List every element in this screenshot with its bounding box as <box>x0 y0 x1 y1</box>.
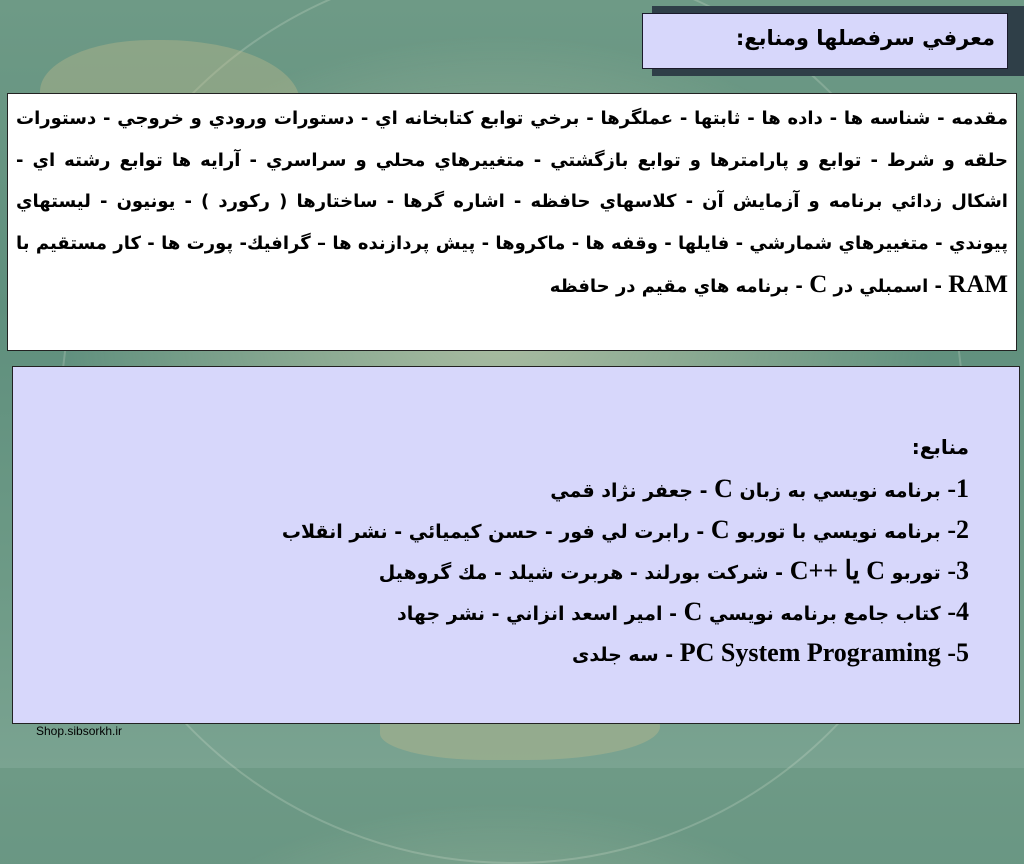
topics-line: ليستهاي پيوندي - متغييرهاي شمارشي - فايلها - وقفه ها - ماكروها - پيش پردازنده ها <box>16 191 1008 254</box>
reference-number: 1- <box>947 474 969 503</box>
reference-latin: C <box>710 515 730 544</box>
footer-watermark: Shop.sibsorkh.ir <box>36 724 123 738</box>
reference-number: 3- <box>947 556 969 585</box>
topics-line: – گرافيك- پورت ها - كار مستقيم با <box>16 232 326 254</box>
topics-latin-c: C <box>809 271 828 298</box>
reference-latin: C يا ++C <box>789 556 886 585</box>
references-heading: منابع: <box>911 435 969 459</box>
references-box <box>12 366 1020 724</box>
reference-latin: C <box>683 597 703 626</box>
reference-text: - جعفر نژاد قمي <box>550 480 708 502</box>
topics-box <box>7 93 1017 351</box>
reference-text: كتاب جامع برنامه نويسي <box>709 603 941 625</box>
reference-text: - سه جلدی <box>571 644 674 666</box>
reference-text: - شركت بورلند - هربرت شيلد - مك گروهيل <box>378 562 784 584</box>
title-box <box>642 13 1008 69</box>
reference-number: 4- <box>947 597 969 626</box>
reference-item <box>282 468 969 509</box>
topics-line: مقدمه - شناسه ها - داده ها - ثابتها - عملگرها - برخي توابع كتابخانه اي - <box>360 108 1008 129</box>
topics-line: بازگشتي - متغييرهاي محلي و سراسري - آرايه ها توابع رشته اي - اشكال زدائي برنامه <box>16 149 1008 212</box>
reference-number: 5- <box>947 638 969 667</box>
reference-number: 2- <box>947 515 969 544</box>
references-list <box>282 427 969 673</box>
reference-item <box>282 509 969 550</box>
topics-line: - اسمبلي در <box>833 276 942 297</box>
reference-item <box>282 591 969 632</box>
topics-line: دستورات ورودي و خروجي - دستورات حلقه و شرط - توابع و پارامترها و توابع <box>16 108 1008 171</box>
topics-line: حافظه <box>549 276 610 297</box>
topics-line: و آزمايش آن - كلاسهاي حافظه - اشاره گرها - ساختارها ( ركورد ) - يونيون - <box>100 191 820 212</box>
reference-item <box>282 632 969 673</box>
reference-latin: C <box>714 474 733 503</box>
reference-text: - امير اسعد انزاني - نشر جهاد <box>397 603 677 625</box>
reference-text: برنامه نويسي با توربو <box>736 521 941 543</box>
reference-text: - رابرت لي فور - حسن كيميائي - نشر انقلاب <box>281 521 705 543</box>
topics-line: - برنامه هاي مقيم در <box>615 276 803 297</box>
topics-paragraph <box>16 98 1008 388</box>
reference-item <box>282 550 969 591</box>
slide-title: معرفي سرفصلها ومنابع: <box>735 26 995 50</box>
topics-latin-ram: RAM <box>948 271 1008 298</box>
reference-latin: PC System Programing <box>679 638 941 667</box>
reference-text: توربو <box>891 562 941 584</box>
reference-text: برنامه نويسي به زبان <box>739 480 941 502</box>
